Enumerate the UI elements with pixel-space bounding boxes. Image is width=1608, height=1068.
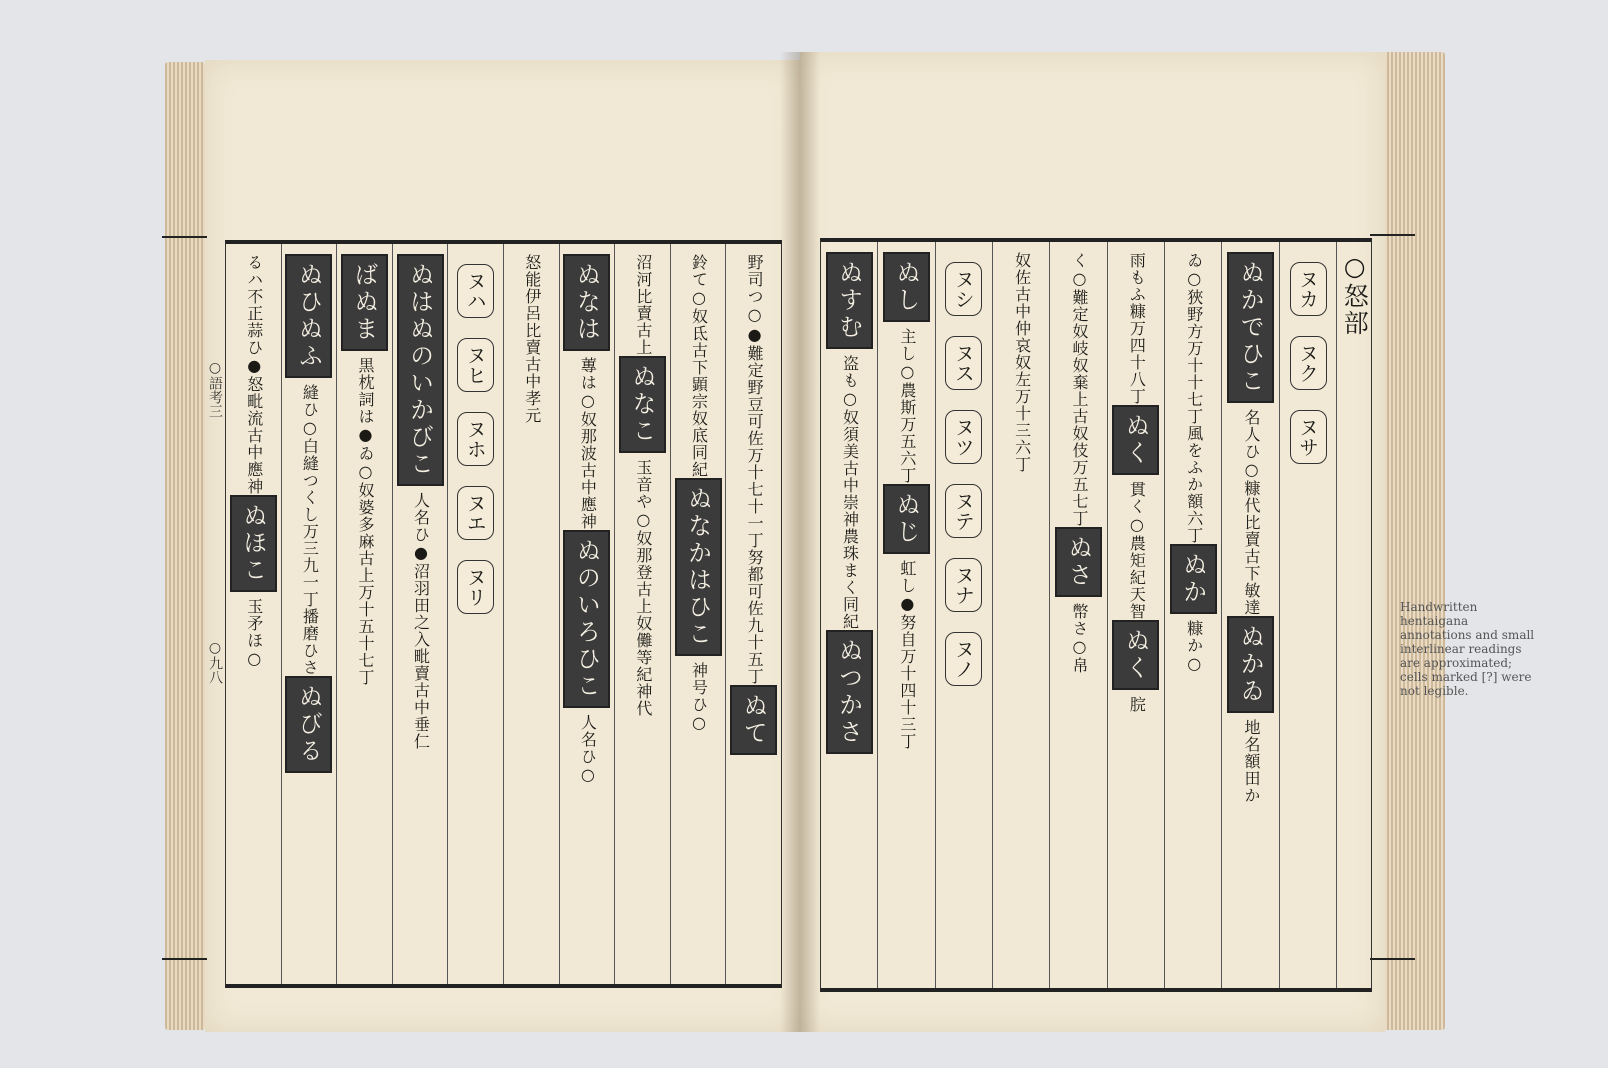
headword-label: ぬびる: [285, 676, 332, 773]
entry-column: [392, 244, 448, 984]
entry-column: [1164, 242, 1221, 988]
right-page-edges: [1375, 52, 1445, 1030]
entry-text: 沼河比賣古上: [633, 254, 653, 356]
headword-label: ぬく: [1112, 405, 1159, 475]
entry-text: 玉音や○奴那登古上奴儺等紀神代: [633, 459, 653, 717]
col-kana-index: [935, 242, 992, 988]
reading-note: Handwritten hentaigana annotations and small interlinear readings are approximated; cells marked [?] were not legible.: [1400, 600, 1535, 698]
entry-text: 糠か○: [1184, 620, 1204, 674]
headword-label: ぬさ: [1055, 527, 1102, 597]
kana-box: ヌク: [1290, 336, 1327, 390]
headword-label: ぬつかさ: [826, 630, 873, 754]
headword-label: ぬて: [730, 685, 777, 755]
section-header: ○怒部: [1340, 252, 1370, 337]
entry-column: [992, 242, 1049, 988]
kana-box: ヌシ: [945, 262, 982, 316]
edge-mark: [162, 236, 207, 246]
entry-text: 奴岐奴棄上古奴伎万五七丁: [1069, 323, 1089, 527]
kana-box: ヌエ: [457, 486, 494, 540]
entry-column: [670, 244, 726, 984]
entry-text: 野豆可佐万十七十一丁努都可佐九十五丁: [745, 379, 765, 685]
entry-column: [614, 244, 670, 984]
entry-column: [1107, 242, 1164, 988]
kana-box: ヌツ: [945, 410, 982, 464]
entry-text: 播磨ひさ: [300, 608, 320, 676]
headword-label: ぬし: [883, 252, 930, 322]
entry-text: 玉矛ほ○: [244, 598, 264, 669]
entry-column: [1049, 242, 1106, 988]
headword-label: ぬなは: [563, 254, 610, 351]
entry-column: [559, 244, 615, 984]
edge-mark: [1370, 234, 1415, 244]
edge-mark: [1370, 958, 1415, 966]
entry-column: [877, 242, 934, 988]
entry-text: 脘: [1127, 696, 1147, 713]
headword-label: ぬはぬのいかびこ: [397, 254, 444, 486]
headword-label: ぬかゐ: [1227, 616, 1274, 713]
headword-label: ぬひぬふ: [285, 254, 332, 378]
kana-box: ヌテ: [945, 484, 982, 538]
entry-text: 縫ひ○白縫つくし万三九一丁: [300, 384, 320, 608]
kana-box: ヌホ: [457, 412, 494, 466]
book-gutter: [780, 52, 820, 1032]
edge-mark: [162, 958, 207, 966]
kana-box: ヌノ: [945, 632, 982, 686]
headword-label: ばぬま: [341, 254, 388, 351]
kana-box: ヌハ: [457, 264, 494, 318]
entry-text: 主し○農斯万五六丁: [897, 328, 917, 484]
headword-label: ぬく: [1112, 620, 1159, 690]
entry-column: [503, 244, 559, 984]
left-page-table: [225, 240, 782, 988]
entry-text: 人名ひ○: [578, 714, 598, 785]
entry-text: 幣さ○帛: [1069, 603, 1089, 674]
entry-column: [336, 244, 392, 984]
entry-text: 風をふか額六丁: [1184, 425, 1204, 544]
col-kana-index: [1279, 242, 1336, 988]
kana-box: ヌサ: [1290, 410, 1327, 464]
kana-box: ヌナ: [945, 558, 982, 612]
entry-text: 人名ひ●沼羽田之入毗賣古中垂仁: [411, 492, 431, 750]
entry-column: [1221, 242, 1278, 988]
kana-box: ヌヒ: [457, 338, 494, 392]
entry-text: 雨もふ糠万四十八丁: [1127, 252, 1147, 405]
headword-label: ぬなこ: [619, 356, 666, 453]
entry-text: 黒枕詞は●ゐ○奴婆多麻古上万十五十七丁: [355, 357, 375, 686]
col-header: [1336, 242, 1371, 988]
entry-text: 名人ひ○糠代比賣古下敏達: [1242, 409, 1262, 616]
entry-column: [821, 242, 877, 988]
entry-text: 鈴て○奴氐古下顕宗奴底同紀: [689, 254, 709, 478]
entry-text: 野司つ○●難定: [745, 254, 765, 379]
kana-box: ヌス: [945, 336, 982, 390]
side-title: ○語考三: [207, 360, 223, 418]
entry-text: 怒能伊呂比賣古中孝元: [522, 254, 542, 424]
entry-text: 蓴は○奴那波古中應神: [578, 357, 598, 530]
entry-text: るハ不正: [244, 254, 264, 322]
headword-label: ぬじ: [883, 484, 930, 554]
entry-text: 貫く○農矩紀天智: [1127, 481, 1147, 620]
entry-text: 盗も○奴須美古中崇神農珠まく同紀: [840, 355, 860, 630]
headword-label: ぬすむ: [826, 252, 873, 349]
kana-box: ヌリ: [457, 560, 494, 614]
entry-text: 奴佐古中仲哀奴左万十三六丁: [1012, 252, 1032, 473]
headword-label: ぬなかはひこ: [675, 478, 722, 656]
page-number: ○九八: [207, 640, 223, 684]
entry-column: [281, 244, 337, 984]
entry-column: [725, 244, 781, 984]
right-page-table: [820, 238, 1372, 992]
entry-text: く○難定: [1069, 252, 1089, 323]
left-page-edges: [165, 62, 205, 1030]
entry-text: 神号ひ○: [689, 662, 709, 733]
headword-label: ぬか: [1170, 544, 1217, 614]
entry-text: 地名額田か: [1242, 719, 1262, 804]
entry-column: [226, 244, 281, 984]
headword-label: ぬかでひこ: [1227, 252, 1274, 403]
col-kana-index: [447, 244, 503, 984]
entry-text: 蒜ひ●怒毗流古中應神: [244, 322, 264, 495]
entry-text: 虹し●努自万十四十三丁: [897, 560, 917, 750]
entry-text: ゐ○狹野方万十十七丁: [1184, 252, 1204, 425]
headword-label: ぬほこ: [230, 495, 277, 592]
kana-box: ヌカ: [1290, 262, 1327, 316]
headword-label: ぬのいろひこ: [563, 530, 610, 708]
